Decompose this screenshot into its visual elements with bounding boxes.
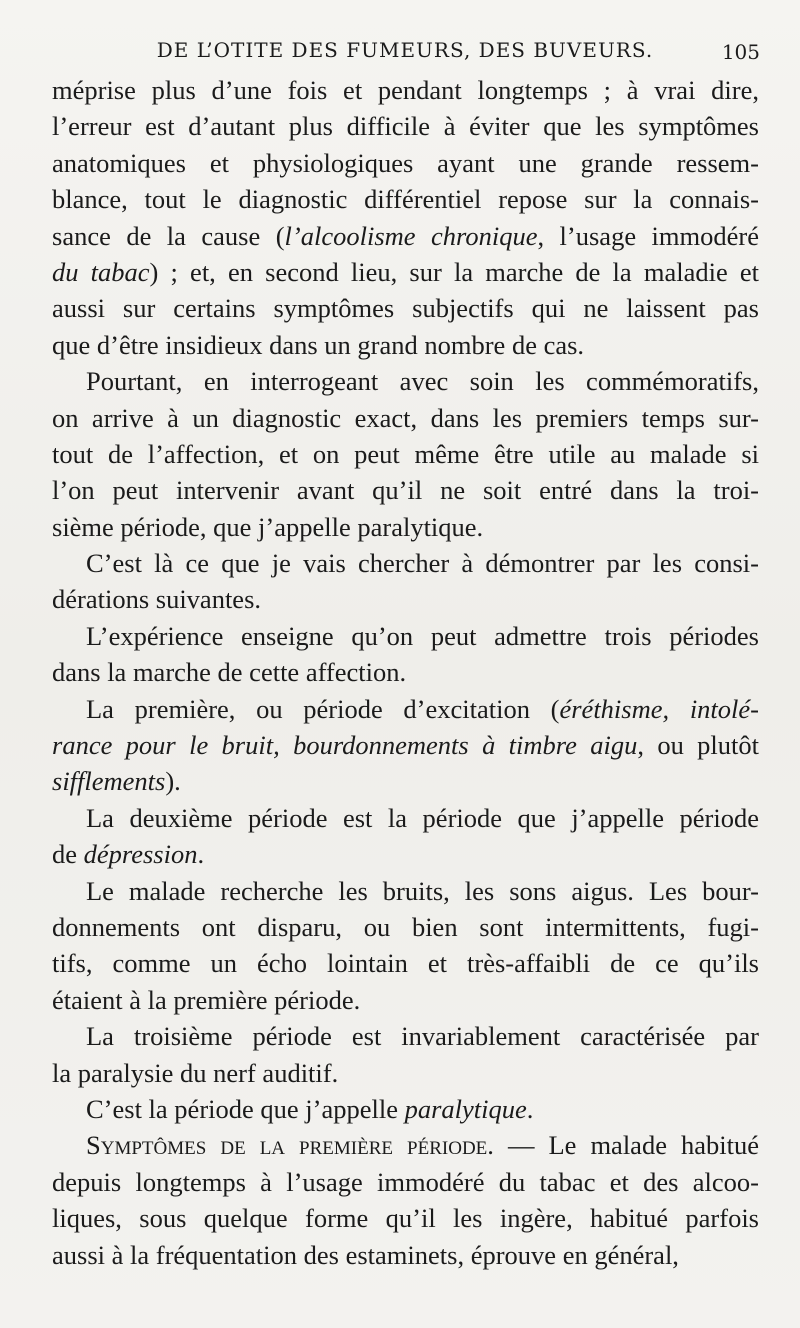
paragraph xyxy=(52,72,759,363)
running-head xyxy=(50,38,760,68)
text-line: anatomiques et physiologiques ayant une grande ressem- xyxy=(52,147,759,178)
text-line: dérations suivantes. xyxy=(52,584,262,615)
text-line: l’erreur est d’autant plus difficile à éviter que les symptômes xyxy=(52,111,759,142)
text-line: blance, tout le diagnostic différentiel repose sur la connais- xyxy=(52,184,759,215)
text-line: on arrive à un diagnostic exact, dans les premiers temps sur- xyxy=(52,402,759,433)
text-line: Le malade recherche les bruits, les sons aigus. Les bour- xyxy=(86,875,759,906)
text-segment: , ou plutôt xyxy=(637,730,759,761)
text-line: aussi à la fréquentation des estaminets, éprouve en général, xyxy=(52,1239,679,1270)
paragraph xyxy=(52,873,759,1019)
paragraph xyxy=(52,618,759,691)
text-line: étaient à la première période. xyxy=(52,984,361,1015)
text-line: la paralysie du nerf auditif. xyxy=(52,1057,339,1088)
paragraph xyxy=(52,1018,759,1091)
text-line xyxy=(52,727,759,763)
italic-text: l’alcoolisme chronique xyxy=(284,220,538,251)
text-line xyxy=(52,691,759,727)
text-segment: ) ; et, en second lieu, sur la marche de la maladie et xyxy=(149,256,759,287)
text-segment: . xyxy=(526,1093,534,1124)
text-line: méprise plus d’une fois et pendant longtemps ; à vrai dire, xyxy=(52,75,759,105)
text-line: La deuxième période est la période que j’appelle période xyxy=(86,802,759,833)
paragraph xyxy=(52,363,759,545)
text-line: aussi sur certains symptômes subjectifs qui ne laissent pas xyxy=(52,293,759,324)
italic-text: dépression xyxy=(83,839,198,870)
text-line: donnements ont disparu, ou bien sont intermittents, fugi- xyxy=(52,911,759,942)
section-heading: Symptômes de la première période. xyxy=(86,1130,494,1161)
italic-text: sifflements xyxy=(52,766,166,797)
paragraph xyxy=(52,691,759,800)
paragraph xyxy=(52,1127,759,1273)
text-segment: , l’usage immodéré xyxy=(537,220,759,251)
text-segment: de xyxy=(52,839,84,870)
text-segment: ). xyxy=(165,766,181,797)
text-line: sième période, que j’appelle paralytique. xyxy=(52,511,484,542)
text-segment: . xyxy=(197,839,205,870)
text-line: depuis longtemps à l’usage immodéré du tabac et des alcoo- xyxy=(52,1166,759,1197)
text-line: La troisième période est invariablement caractérisée par xyxy=(86,1021,759,1052)
text-segment: La première, ou période d’excitation ( xyxy=(86,693,560,724)
text-line: tifs, comme un écho lointain et très-affaibli de ce qu’ils xyxy=(52,948,759,979)
italic-text: paralytique xyxy=(404,1093,527,1124)
paragraph xyxy=(52,545,759,618)
text-line xyxy=(52,254,759,290)
running-title: DE L’OTITE DES FUMEURS, DES BUVEURS. xyxy=(156,38,654,62)
text-line: tout de l’affection, et on peut même être utile au malade si xyxy=(52,438,759,469)
text-line: que d’être insidieux dans un grand nombre de cas. xyxy=(52,329,585,360)
text-line: dans la marche de cette affection. xyxy=(52,657,407,688)
text-line: l’on peut intervenir avant qu’il ne soit entré dans la troi- xyxy=(52,475,759,506)
text-line: liques, sous quelque forme qu’il les ingère, habitué parfois xyxy=(52,1203,759,1234)
text-line: L’expérience enseigne qu’on peut admettre trois périodes xyxy=(86,620,759,651)
text-segment: C’est la période que j’appelle xyxy=(86,1093,405,1124)
text-line: Pourtant, en interrogeant avec soin les commémoratifs, xyxy=(86,366,759,397)
text-line xyxy=(52,836,759,872)
text-segment: sance de la cause ( xyxy=(52,220,285,251)
text-line xyxy=(52,1091,759,1127)
paragraph xyxy=(52,800,759,873)
italic-text: du tabac xyxy=(52,256,150,287)
text-line: C’est là ce que je vais chercher à démontrer par les consi- xyxy=(86,548,759,579)
text-segment: — Le malade habitué xyxy=(493,1130,759,1161)
italic-text: rance pour le bruit, bourdonnements à timbre aigu xyxy=(52,730,638,761)
text-line xyxy=(52,763,759,799)
italic-text: éréthisme, intolé- xyxy=(559,693,759,724)
text-line xyxy=(52,218,759,254)
body-text xyxy=(52,72,759,1273)
paragraph xyxy=(52,1091,759,1127)
page-number: 105 xyxy=(721,40,760,64)
text-line xyxy=(52,1127,759,1163)
